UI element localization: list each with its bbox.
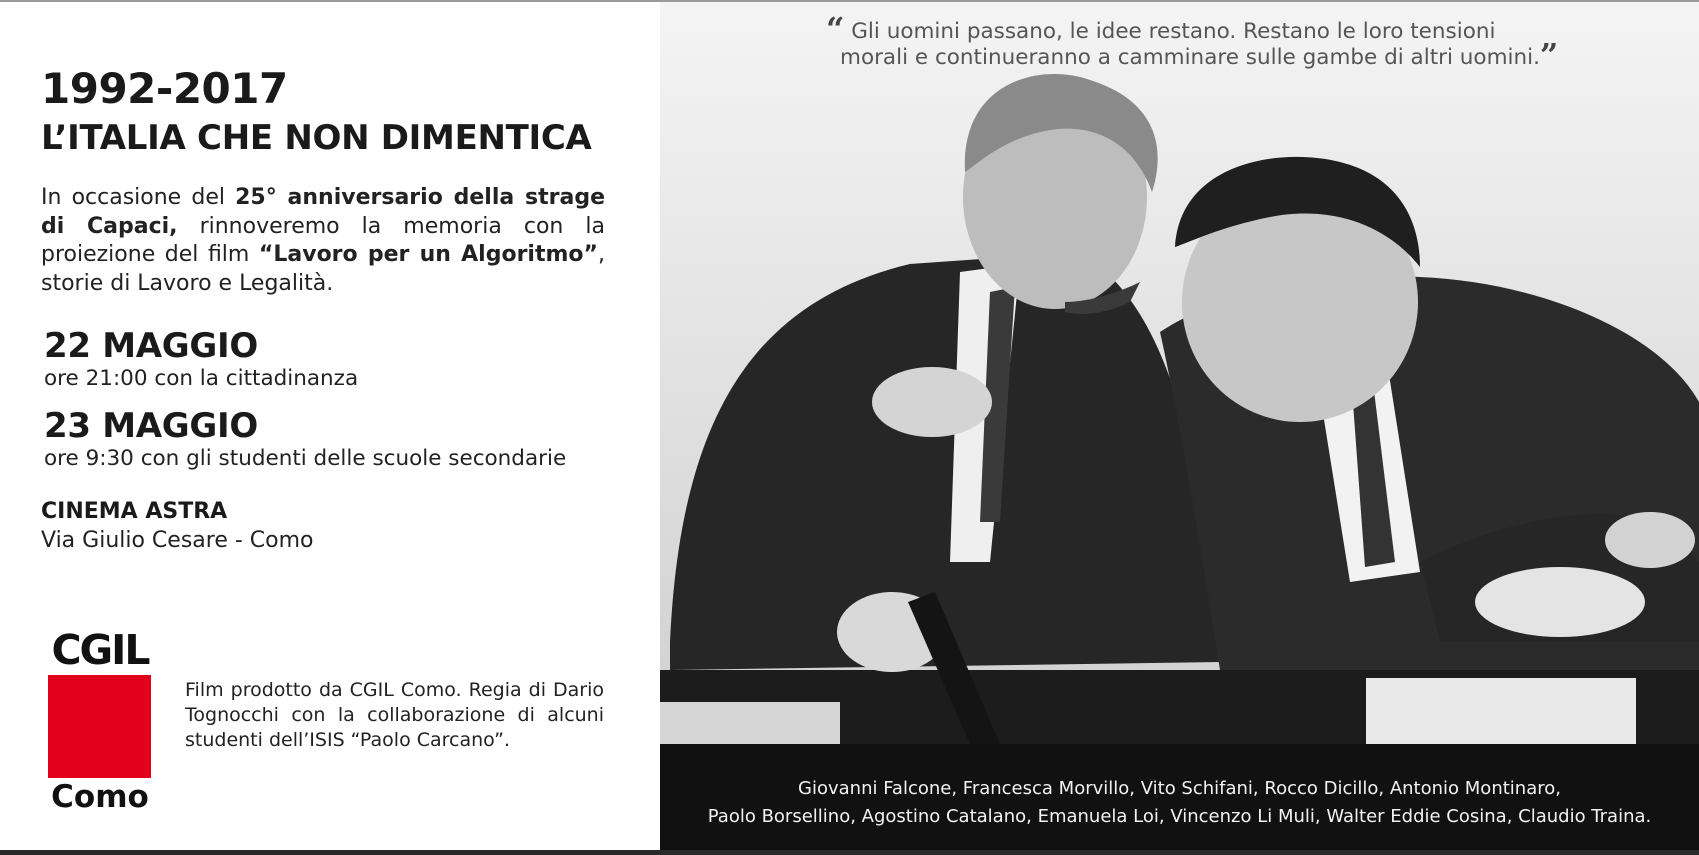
venue-name: CINEMA ASTRA	[41, 499, 228, 524]
intro-bold-film-title: “Lavoro per un Algoritmo”	[258, 242, 598, 267]
quote	[826, 10, 1586, 74]
quote-line-1-text: Gli uomini passano, le idee restano. Restano le loro tensioni	[851, 19, 1496, 44]
event-intro	[41, 184, 605, 298]
intro-text-2: rinnoveremo la memoria con la proiezione del film	[41, 213, 605, 267]
event-years: 1992-2017	[41, 64, 288, 113]
quote-close-mark: ”	[1539, 36, 1559, 74]
cgil-logo-square	[48, 675, 151, 778]
date-2-detail: ore 9:30 con gli studenti delle scuole secondarie	[44, 446, 567, 471]
event-headline: L’ITALIA CHE NON DIMENTICA	[41, 118, 592, 158]
quote-line-2	[826, 36, 1586, 74]
quote-open-mark: “	[826, 10, 845, 48]
victims-line-1: Giovanni Falcone, Francesca Morvillo, Vito Schifani, Rocco Dicillo, Antonio Montinaro,	[798, 778, 1561, 799]
cgil-logo-city: Como	[51, 779, 149, 815]
victims-line-2: Paolo Borsellino, Agostino Catalano, Emanuela Loi, Vincenzo Li Muli, Walter Eddie Cosina, Claudio Traina.	[707, 806, 1652, 827]
date-2-day: 23 MAGGIO	[44, 406, 258, 446]
date-1-day: 22 MAGGIO	[44, 326, 258, 366]
date-1-detail: ore 21:00 con la cittadinanza	[44, 366, 359, 391]
quote-line-1	[826, 10, 1586, 48]
cgil-logo-text: CGIL	[51, 626, 149, 674]
venue-address: Via Giulio Cesare - Como	[41, 528, 314, 553]
info-panel	[0, 2, 660, 850]
intro-bold-anniversary: 25° anniversario della strage di Capaci,	[41, 185, 606, 239]
falcone-borsellino-photo	[660, 2, 1699, 744]
victims-band	[660, 744, 1699, 850]
quote-line-2-text: morali e continueranno a camminare sulle gambe di altri uomini.	[840, 45, 1540, 70]
photo-illustration	[660, 2, 1699, 744]
bottom-border	[0, 850, 1699, 855]
intro-text-1: In occasione del	[41, 185, 236, 210]
intro-text-3: , storie di Lavoro e Legalità.	[41, 242, 605, 296]
photo-panel	[660, 2, 1699, 850]
film-credits: Film prodotto da CGIL Como. Regia di Dario Tognocchi con la collaborazione di alcuni studenti dell’ISIS “Paolo Carcano”.	[185, 679, 604, 751]
